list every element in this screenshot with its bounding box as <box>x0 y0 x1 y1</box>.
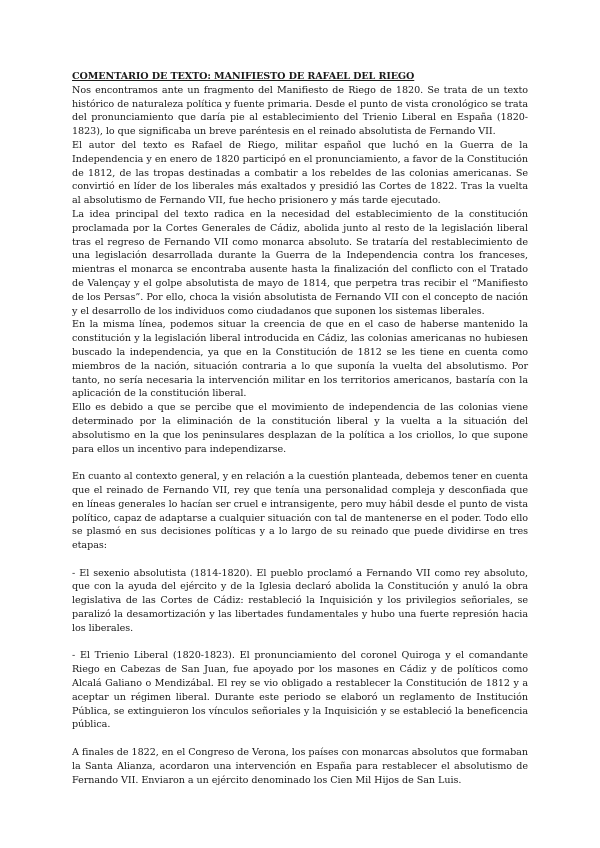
document-title: COMENTARIO DE TEXTO: MANIFIESTO DE RAFAEL DEL RIEGO <box>72 71 415 82</box>
paragraph-colonies: En la misma línea, podemos situar la creencia de que en el caso de haberse mantenido la constitución y la legislación liberal introducida en Cádiz, las colonias americanas no hubiesen buscado la independencia, ya que en la Constitución de 1812 se les tiene en cuenta como miembros de la nación, situación contraria a lo que suponía la vuelta del absolutismo. Por tanto, no sería necesaria la intervención militar en los territorios americanos, bastaría con la aplicación de la constitución liberal. <box>72 319 528 400</box>
paragraph-trienio: - El Trienio Liberal (1820-1823). El pronunciamiento del coronel Quiroga y el comandante Riego en Cabezas de San Juan, fue apoyado por los masones en Cádiz y de políticos como Alcalá Galiano o Mendizábal. El rey se vio obligado a restablecer la Constitución de 1812 y a aceptar un régimen liberal. Durante este periodo se elaboró un reglamento de Institución Pública, se extinguieron los vínculos señoriales y la Inquisición y se estableció la beneficencia pública. <box>72 650 528 731</box>
paragraph-spacer <box>72 636 528 650</box>
paragraph-spacer <box>72 553 528 567</box>
paragraph-spacer <box>72 732 528 746</box>
paragraph-independence: Ello es debido a que se percibe que el movimiento de independencia de las colonias viene determinado por la eliminación de la constitución liberal y la vuelta a la situación del absolutismo en la que los peninsulares desplazan de la política a los criollos, lo que supone para ellos un incentivo para independizarse. <box>72 402 528 455</box>
paragraph-spacer <box>72 456 528 470</box>
paragraph-context: En cuanto al contexto general, y en relación a la cuestión planteada, debemos tener en cuenta que el reinado de Fernando VII, rey que tenía una personalidad compleja y desconfiada que en líneas generales lo hacían ser cruel e intransigente, pero muy hábil desde el punto de vista político, capaz de adaptarse a cualquier situación con tal de mantenerse en el poder. Todo ello se plasmó en sus decisiones políticas y a lo largo de su reinado que puede dividirse en tres etapas: <box>72 471 528 552</box>
paragraph-sexenio: - El sexenio absolutista (1814-1820). El pueblo proclamó a Fernando VII como rey absoluto, que con la ayuda del ejército y de la Iglesia declaró abolida la Constitución y anuló la obra legislativa de las Cortes de Cádiz: restableció la Inquisición y los privilegios señoriales, se paralizó la desamortización y las libertades fundamentales y hubo una fuerte represión hacia los liberales. <box>72 567 528 634</box>
paragraph-main-idea: La idea principal del texto radica en la necesidad del establecimiento de la constitución proclamada por la Cortes Generales de Cádiz, abolida junto al resto de la legislación liberal tras el regreso de Fernando VII como monarca absoluto. Se trataría del restablecimiento de una legislación desarrollada durante la Guerra de la Independencia contra los franceses, mientras el monarca se encontraba ausente hasta la finalización del conflicto con el Tratado de Valençay y el golpe absolutista de mayo de 1814, que perpetra tras recibir el “Manifiesto de los Persas”. Por ello, choca la visión absolutista de Fernando VII con el concepto de nación y el desarrollo de los individuos como ciudadanos que suponen los sistemas liberales. <box>72 208 528 317</box>
paragraph-author: El autor del texto es Rafael de Riego, militar español que luchó en la Guerra de la Independencia y en enero de 1820 participó en el pronunciamiento, a favor de la Constitución de 1812, de las tropas destinadas a combatir a los rebeldes de las colonias americanas. Se convirtió en líder de los liberales más exaltados y presidió las Cortes de 1822. Tras la vuelta al absolutismo de Fernando VII, fue hecho prisionero y más tarde ejecutado. <box>72 139 528 207</box>
paragraph-verona: A finales de 1822, en el Congreso de Verona, los países con monarcas absolutos que formaban la Santa Alianza, acordaron una intervención en España para restablecer el absolutismo de Fernando VII. Enviaron a un ejército denominado los Cien Mil Hijos de San Luis. <box>72 747 528 786</box>
paragraph-intro: Nos encontramos ante un fragmento del Manifiesto de Riego de 1820. Se trata de un texto histórico de naturaleza política y fuente primaria. Desde el punto de vista cronológico se trata del pronunciamiento que daría pie al establecimiento del Trienio Liberal en España (1820-1823), lo que significaba un breve paréntesis en el reinado absolutista de Fernando VII. <box>72 84 528 138</box>
